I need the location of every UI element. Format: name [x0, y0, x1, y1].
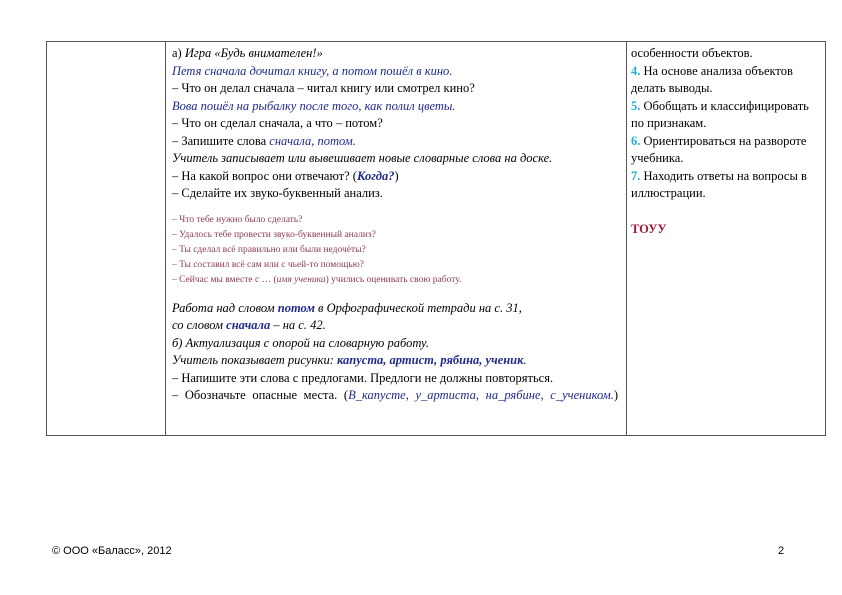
- table-column-skills: [627, 42, 825, 435]
- dangerous-places-task: – Обозначьте опасные места. (В_капусте, у_артиста, на_рябине, с_учеником.): [172, 388, 619, 402]
- skill-continuation: особенности объектов.: [631, 46, 753, 60]
- teacher-note: Учитель записывает или вывешивает новые словарные слова на доске.: [172, 151, 553, 165]
- write-words: – Запишите слова сначала, потом.: [172, 133, 356, 148]
- skill-item-5: 5. Обобщать и классифицировать по признакам.: [631, 98, 809, 130]
- reflection-q5: – Сейчас мы вместе с … (имя ученика) учились оценивать свою работу.: [172, 274, 462, 285]
- skill-item-6: 6. Ориентироваться на развороте учебника.: [631, 133, 807, 165]
- example-sentence-2: Вова пошёл на рыбалку после того, как полил цветы.: [172, 98, 456, 113]
- reflection-q1: – Что тебе нужно было сделать?: [172, 214, 303, 225]
- reflection-q3: – Ты сделал всё правильно или были недочёты?: [172, 244, 366, 255]
- work-line-2: со словом сначала – на с. 42.: [172, 318, 326, 332]
- question-3: – На какой вопрос они отвечают? (Когда?): [172, 168, 399, 183]
- analysis-task: – Сделайте их звуко-буквенный анализ.: [172, 186, 383, 200]
- example-sentence-1: Петя сначала дочитал книгу, а потом пошёл в кино.: [172, 63, 453, 78]
- teacher-pictures: Учитель показывает рисунки: капуста, артист, рябина, ученик.: [172, 353, 527, 367]
- section-b-title: б) Актуализация с опорой на словарную работу.: [172, 335, 429, 350]
- reflection-q2: – Удалось тебе провести звуко-буквенный анализ?: [172, 229, 376, 240]
- question-2: – Что он сделал сначала, а что – потом?: [172, 116, 383, 130]
- skill-item-4: 4. На основе анализа объектов делать выводы.: [631, 63, 793, 95]
- game-title: а) Игра «Будь внимателен!»: [172, 46, 323, 60]
- question-1: – Что он делал сначала – читал книгу или смотрел кино?: [172, 81, 475, 95]
- footer-copyright: © ООО «Баласс», 2012: [52, 545, 172, 557]
- prepositions-task: – Напишите эти слова с предлогами. Предлоги не должны повторяться.: [172, 370, 554, 385]
- page-number: 2: [778, 545, 785, 557]
- table-column-stage: [47, 42, 166, 435]
- lesson-table: [46, 41, 826, 436]
- table-column-activities: [166, 42, 627, 435]
- reflection-q4: – Ты составил всё сам или с чьей-то помощью?: [172, 259, 364, 270]
- skill-item-7: 7. Находить ответы на вопросы в иллюстрации.: [631, 168, 807, 200]
- work-line-1: Работа над словом потом в Орфографической тетради на с. 31,: [172, 300, 522, 315]
- toyy-label: ТОУУ: [631, 221, 667, 236]
